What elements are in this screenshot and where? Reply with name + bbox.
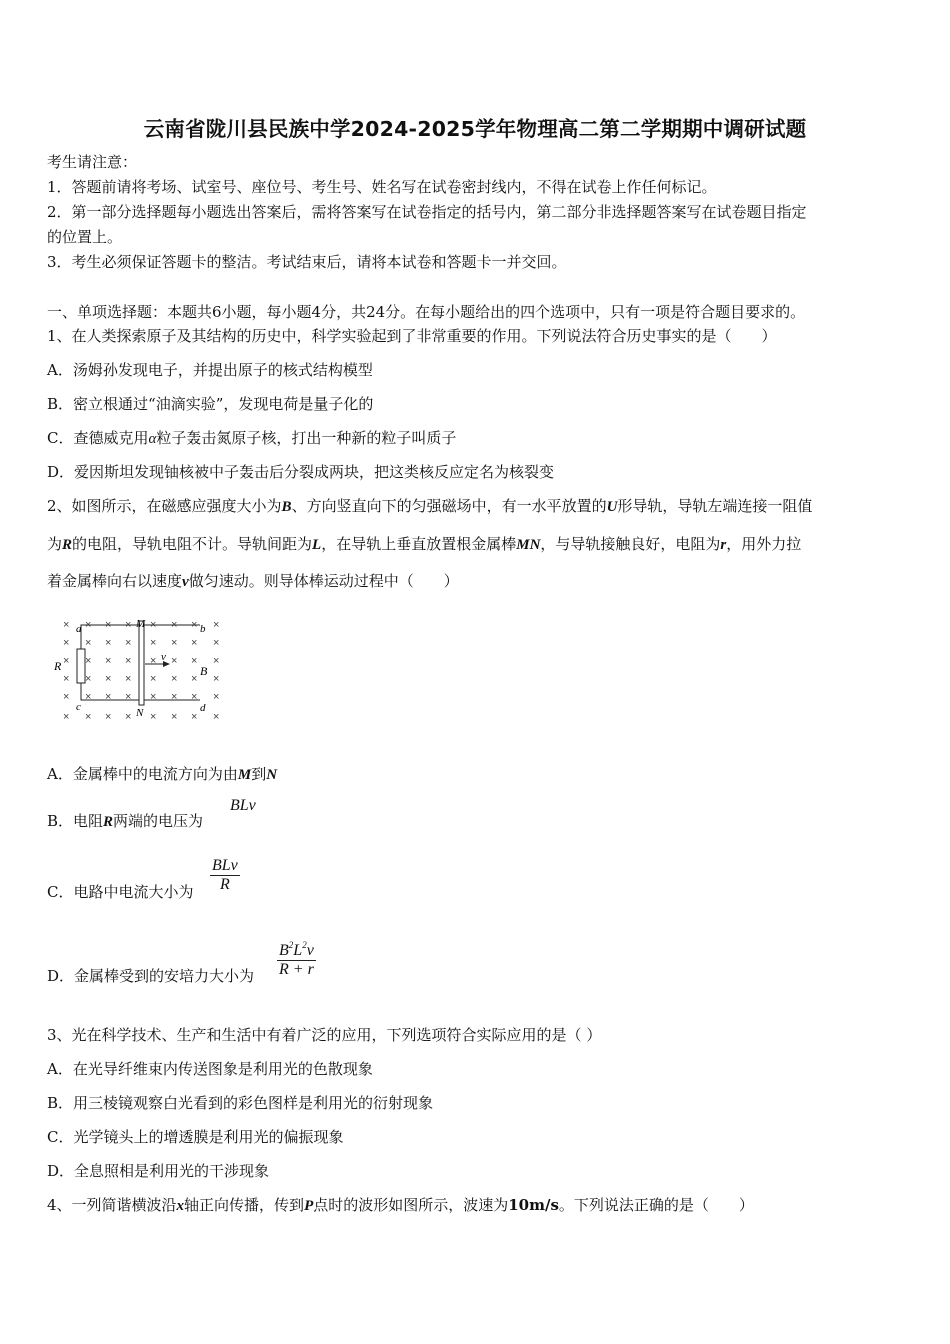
- metal-rod: [139, 621, 144, 705]
- fraction-denominator: R + r: [279, 961, 314, 978]
- symbol-r: R: [103, 814, 114, 830]
- q2-option-a: [47, 764, 277, 785]
- field-cross: ×: [150, 655, 157, 667]
- symbol-b: B: [281, 499, 292, 515]
- q2-text: 做匀速动。则导体棒运动过程中（ ）: [188, 572, 459, 590]
- field-cross: ×: [63, 673, 70, 685]
- field-cross: ×: [85, 711, 92, 723]
- symbol-m: M: [237, 767, 252, 783]
- formula-force: [277, 940, 316, 979]
- q2-text: ，用外力拉: [726, 535, 802, 553]
- field-cross: ×: [213, 711, 220, 723]
- q2-text: ，在导轨上垂直放置根金属棒: [321, 535, 517, 553]
- field-cross: ×: [63, 637, 70, 649]
- q2-text: 着金属棒向右以速度: [47, 572, 183, 590]
- q2-text: 、方向竖直向下的匀强磁场中，有一水平放置的: [291, 497, 607, 515]
- symbol-v: v: [182, 574, 189, 590]
- q2-text: B．电阻: [47, 812, 104, 830]
- field-cross: ×: [85, 619, 92, 631]
- wave-speed: 10m/s: [508, 1196, 559, 1214]
- q4-text: 轴正向传播，传到: [184, 1196, 305, 1214]
- field-cross: ×: [105, 637, 112, 649]
- field-cross: ×: [213, 619, 220, 631]
- field-cross: ×: [150, 619, 157, 631]
- label-field-b: B: [200, 664, 208, 678]
- label-v: v: [161, 651, 166, 663]
- field-cross: ×: [150, 637, 157, 649]
- resistor: [77, 649, 85, 683]
- fraction-numerator: BLv: [212, 857, 238, 874]
- q3-option-d: D．全息照相是利用光的干涉现象: [47, 1162, 270, 1180]
- field-cross: ×: [85, 655, 92, 667]
- q4-text: 点时的波形如图所示，波速为: [313, 1196, 509, 1214]
- label-n: N: [136, 707, 144, 719]
- fraction-numerator: [277, 940, 316, 960]
- q1-stem: 1、在人类探索原子及其结构的历史中，科学实验起到了非常重要的作用。下列说法符合历史事实的是（ ）: [47, 327, 777, 345]
- field-cross: ×: [191, 619, 198, 631]
- field-cross: ×: [125, 691, 132, 703]
- field-cross: ×: [105, 619, 112, 631]
- notice-heading: 考生请注意：: [47, 153, 138, 171]
- symbol-n: N: [266, 767, 278, 783]
- notice-item-3: 3．考生必须保证答题卡的整洁。考试结束后，请将本试卷和答题卡一并交回。: [47, 253, 567, 271]
- field-cross: ×: [63, 619, 70, 631]
- field-cross: ×: [171, 691, 178, 703]
- q3-stem: 3、光在科学技术、生产和生活中有着广泛的应用，下列选项符合实际应用的是（ ）: [47, 1026, 602, 1044]
- symbol-l: L: [312, 537, 322, 553]
- section-heading: 一、单项选择题：本题共6小题，每小题4分，共24分。在每小题给出的四个选项中，只有一项是符合题目要求的。: [47, 303, 806, 321]
- field-cross: ×: [171, 673, 178, 685]
- q2-option-d: D．金属棒受到的安培力大小为: [47, 967, 255, 985]
- q2-stem-line-1: [47, 496, 812, 517]
- symbol-l: L: [293, 942, 303, 959]
- q4-text: 4、一列简谐横波沿: [47, 1196, 177, 1214]
- label-m: M: [136, 618, 146, 630]
- page-title: 云南省陇川县民族中学2024-2025学年物理高二第二学期期中调研试题: [143, 117, 807, 141]
- symbol-small-r: r: [720, 537, 727, 553]
- field-cross: ×: [150, 711, 157, 723]
- field-cross: ×: [85, 637, 92, 649]
- field-cross: ×: [125, 619, 132, 631]
- field-cross: ×: [171, 637, 178, 649]
- q2-text: 形导轨，导轨左端连接一阻值: [617, 497, 813, 515]
- exponent: 2: [288, 940, 294, 950]
- field-cross: ×: [105, 655, 112, 667]
- q4-text: 。下列说法正确的是（ ）: [558, 1196, 754, 1214]
- circuit-figure: [50, 612, 230, 724]
- field-cross: ×: [125, 655, 132, 667]
- field-cross: ×: [213, 637, 220, 649]
- field-cross: ×: [191, 711, 198, 723]
- notice-item-1: 1．答题前请将考场、试室号、座位号、考生号、姓名写在试卷密封线内，不得在试卷上作任何标记。: [47, 178, 717, 196]
- field-cross: ×: [191, 637, 198, 649]
- q2-text: 的电阻，导轨电阻不计。导轨间距为: [72, 535, 313, 553]
- field-cross: ×: [191, 655, 198, 667]
- field-cross: ×: [150, 673, 157, 685]
- field-cross: ×: [213, 655, 220, 667]
- label-d: d: [200, 702, 206, 714]
- q1-option-c-post: 粒子轰击氮原子核，打出一种新的粒子叫质子: [156, 429, 457, 447]
- exponent: 2: [302, 940, 307, 950]
- symbol-v: v: [306, 942, 314, 959]
- formula-blv: BLv: [230, 797, 256, 814]
- field-cross: ×: [125, 711, 132, 723]
- symbol-b: B: [279, 942, 289, 959]
- label-c: c: [76, 701, 81, 713]
- field-cross: ×: [63, 691, 70, 703]
- symbol-u: U: [606, 499, 618, 515]
- q2-text: A．金属棒中的电流方向为由: [47, 765, 238, 783]
- field-cross: ×: [105, 691, 112, 703]
- field-cross: ×: [150, 691, 157, 703]
- q1-option-d: D．爱因斯坦发现铀核被中子轰击后分裂成两块，把这类核反应定名为核裂变: [47, 463, 555, 481]
- symbol-x: x: [176, 1198, 185, 1214]
- symbol-p: P: [304, 1198, 314, 1214]
- field-cross: ×: [125, 673, 132, 685]
- field-cross: ×: [213, 673, 220, 685]
- q3-option-c: C．光学镜头上的增透膜是利用光的偏振现象: [47, 1128, 344, 1146]
- q2-option-b: [47, 811, 203, 832]
- q2-text: 到: [251, 765, 267, 783]
- field-cross: ×: [105, 673, 112, 685]
- q1-option-c-pre: C．查德威克用: [47, 429, 149, 447]
- field-cross: ×: [85, 691, 92, 703]
- symbol-mn: MN: [516, 537, 541, 553]
- field-cross: ×: [191, 673, 198, 685]
- q2-stem-line-3: [47, 571, 459, 592]
- q2-text: 为: [47, 535, 63, 553]
- label-r: R: [54, 659, 62, 673]
- notice-item-2-cont: 的位置上。: [47, 228, 123, 246]
- fraction-denominator: R: [220, 876, 230, 893]
- field-cross: ×: [213, 691, 220, 703]
- q1-option-c: [47, 428, 456, 449]
- q2-option-c: C．电路中电流大小为: [47, 883, 194, 901]
- q2-text: 两端的电压为: [113, 812, 204, 830]
- label-b: b: [200, 623, 206, 635]
- symbol-r: R: [62, 537, 73, 553]
- formula-current: [210, 857, 240, 894]
- field-cross: ×: [191, 691, 198, 703]
- field-cross: ×: [171, 655, 178, 667]
- q1-option-b: B．密立根通过“油滴实验”，发现电荷是量子化的: [47, 395, 374, 413]
- field-cross: ×: [171, 619, 178, 631]
- field-cross: ×: [125, 637, 132, 649]
- label-a: a: [76, 623, 82, 635]
- q3-option-a: A．在光导纤维束内传送图象是利用光的色散现象: [47, 1060, 373, 1078]
- notice-item-2: 2．第一部分选择题每小题选出答案后，需将答案写在试卷指定的括号内，第二部分非选择题答案写在试卷题目指定: [47, 203, 807, 221]
- field-cross: ×: [63, 711, 70, 723]
- field-cross: ×: [63, 655, 70, 667]
- q2-text: 2、如图所示，在磁感应强度大小为: [47, 497, 282, 515]
- q3-option-b: B．用三棱镜观察白光看到的彩色图样是利用光的衍射现象: [47, 1094, 434, 1112]
- alpha-symbol: α: [148, 431, 157, 447]
- field-cross: ×: [171, 711, 178, 723]
- field-cross: ×: [105, 711, 112, 723]
- q4-stem: [47, 1195, 754, 1216]
- q2-text: ，与导轨接触良好，电阻为: [540, 535, 721, 553]
- field-cross: ×: [85, 673, 92, 685]
- q1-option-a: A．汤姆孙发现电子，并提出原子的核式结构模型: [47, 361, 373, 379]
- q2-stem-line-2: [47, 534, 801, 555]
